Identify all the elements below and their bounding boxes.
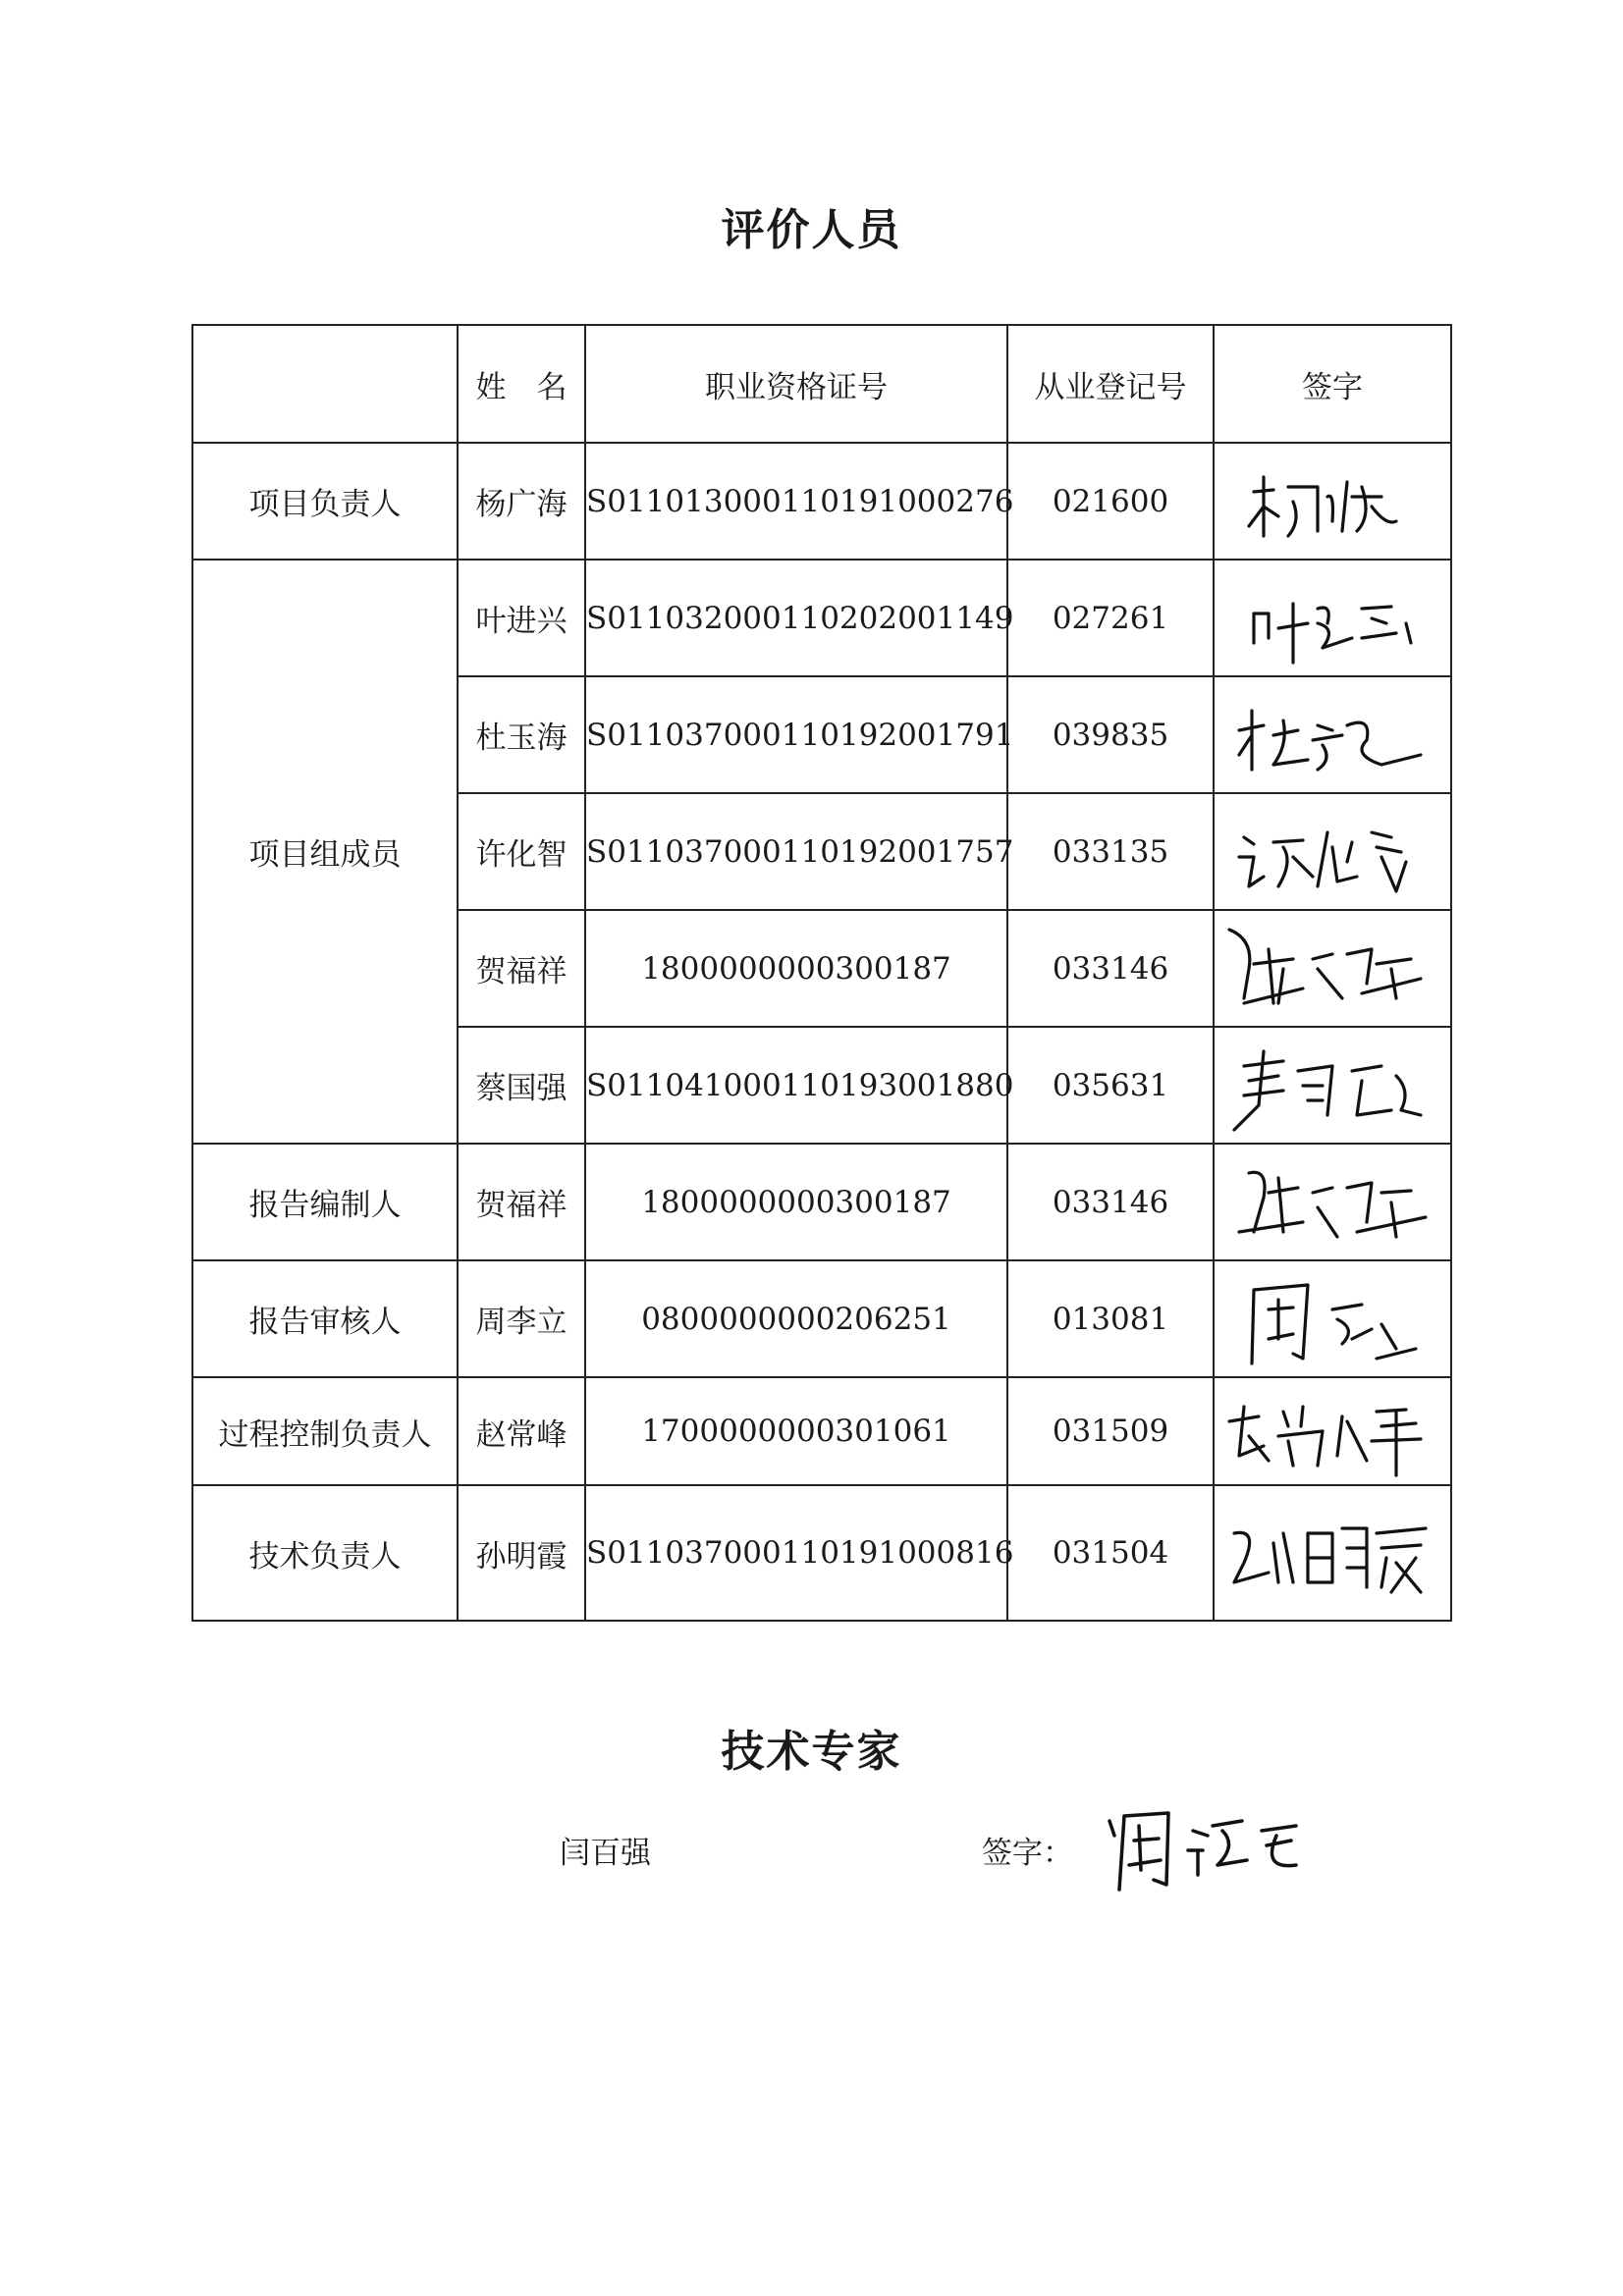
role-cell: 技术负责人 bbox=[192, 1485, 458, 1621]
header-signature: 签字 bbox=[1214, 325, 1451, 443]
handwritten-signature bbox=[1214, 1260, 1451, 1377]
page-title: 评价人员 bbox=[721, 205, 902, 255]
cert-cell: S011037000110191000816 bbox=[585, 1485, 1007, 1621]
role-cell: 项目组成员 bbox=[192, 560, 458, 1144]
header-role bbox=[192, 325, 458, 443]
handwritten-signature bbox=[1214, 560, 1451, 676]
role-cell: 报告审核人 bbox=[192, 1260, 458, 1377]
name-cell: 孙明霞 bbox=[458, 1485, 585, 1621]
reg-cell: 031504 bbox=[1007, 1485, 1214, 1621]
cert-cell: S011037000110192001791 bbox=[585, 676, 1007, 793]
name-cell: 杜玉海 bbox=[458, 676, 585, 793]
reg-cell: 027261 bbox=[1007, 560, 1214, 676]
name-cell: 杨广海 bbox=[458, 443, 585, 560]
handwritten-signature bbox=[1214, 1144, 1451, 1260]
cert-cell: S011037000110192001757 bbox=[585, 793, 1007, 910]
reg-cell: 033146 bbox=[1007, 1144, 1214, 1260]
cert-cell: S011041000110193001880 bbox=[585, 1027, 1007, 1144]
reg-cell: 039835 bbox=[1007, 676, 1214, 793]
handwritten-signature bbox=[1214, 443, 1451, 560]
cert-cell: S011032000110202001149 bbox=[585, 560, 1007, 676]
handwritten-signature bbox=[1214, 910, 1451, 1027]
name-cell: 贺福祥 bbox=[458, 1144, 585, 1260]
role-cell: 报告编制人 bbox=[192, 1144, 458, 1260]
name-cell: 周李立 bbox=[458, 1260, 585, 1377]
reg-cell: 033135 bbox=[1007, 793, 1214, 910]
table-row bbox=[192, 1260, 1451, 1377]
signature-label: 签字： bbox=[982, 1836, 1073, 1871]
header-name: 姓 名 bbox=[458, 325, 585, 443]
name-cell: 许化智 bbox=[458, 793, 585, 910]
name-cell: 贺福祥 bbox=[458, 910, 585, 1027]
handwritten-signature bbox=[1214, 793, 1451, 910]
handwritten-signature bbox=[1214, 1027, 1451, 1144]
cert-cell: 1800000000300187 bbox=[585, 910, 1007, 1027]
header-cert: 职业资格证号 bbox=[585, 325, 1007, 443]
reg-cell: 035631 bbox=[1007, 1027, 1214, 1144]
evaluators-table bbox=[191, 324, 1452, 1622]
reg-cell: 013081 bbox=[1007, 1260, 1214, 1377]
section-heading: 技术专家 bbox=[721, 1727, 902, 1777]
name-cell: 蔡国强 bbox=[458, 1027, 585, 1144]
table-row bbox=[192, 1144, 1451, 1260]
reg-cell: 021600 bbox=[1007, 443, 1214, 560]
table-row bbox=[192, 443, 1451, 560]
table-row bbox=[192, 560, 1451, 676]
role-cell: 项目负责人 bbox=[192, 443, 458, 560]
table-row bbox=[192, 1377, 1451, 1485]
table-header-row bbox=[192, 325, 1451, 443]
name-cell: 赵常峰 bbox=[458, 1377, 585, 1485]
cert-cell: 0800000000206251 bbox=[585, 1260, 1007, 1377]
name-cell: 叶进兴 bbox=[458, 560, 585, 676]
cert-cell: 1700000000301061 bbox=[585, 1377, 1007, 1485]
handwritten-signature bbox=[1214, 1485, 1451, 1621]
cert-cell: S011013000110191000276 bbox=[585, 443, 1007, 560]
expert-name: 闫百强 bbox=[560, 1836, 651, 1871]
role-cell: 过程控制负责人 bbox=[192, 1377, 458, 1485]
handwritten-signature bbox=[1100, 1791, 1316, 1899]
header-reg: 从业登记号 bbox=[1007, 325, 1214, 443]
handwritten-signature bbox=[1214, 676, 1451, 793]
handwritten-signature bbox=[1214, 1377, 1451, 1485]
cert-cell: 1800000000300187 bbox=[585, 1144, 1007, 1260]
reg-cell: 031509 bbox=[1007, 1377, 1214, 1485]
reg-cell: 033146 bbox=[1007, 910, 1214, 1027]
table-row bbox=[192, 1485, 1451, 1621]
